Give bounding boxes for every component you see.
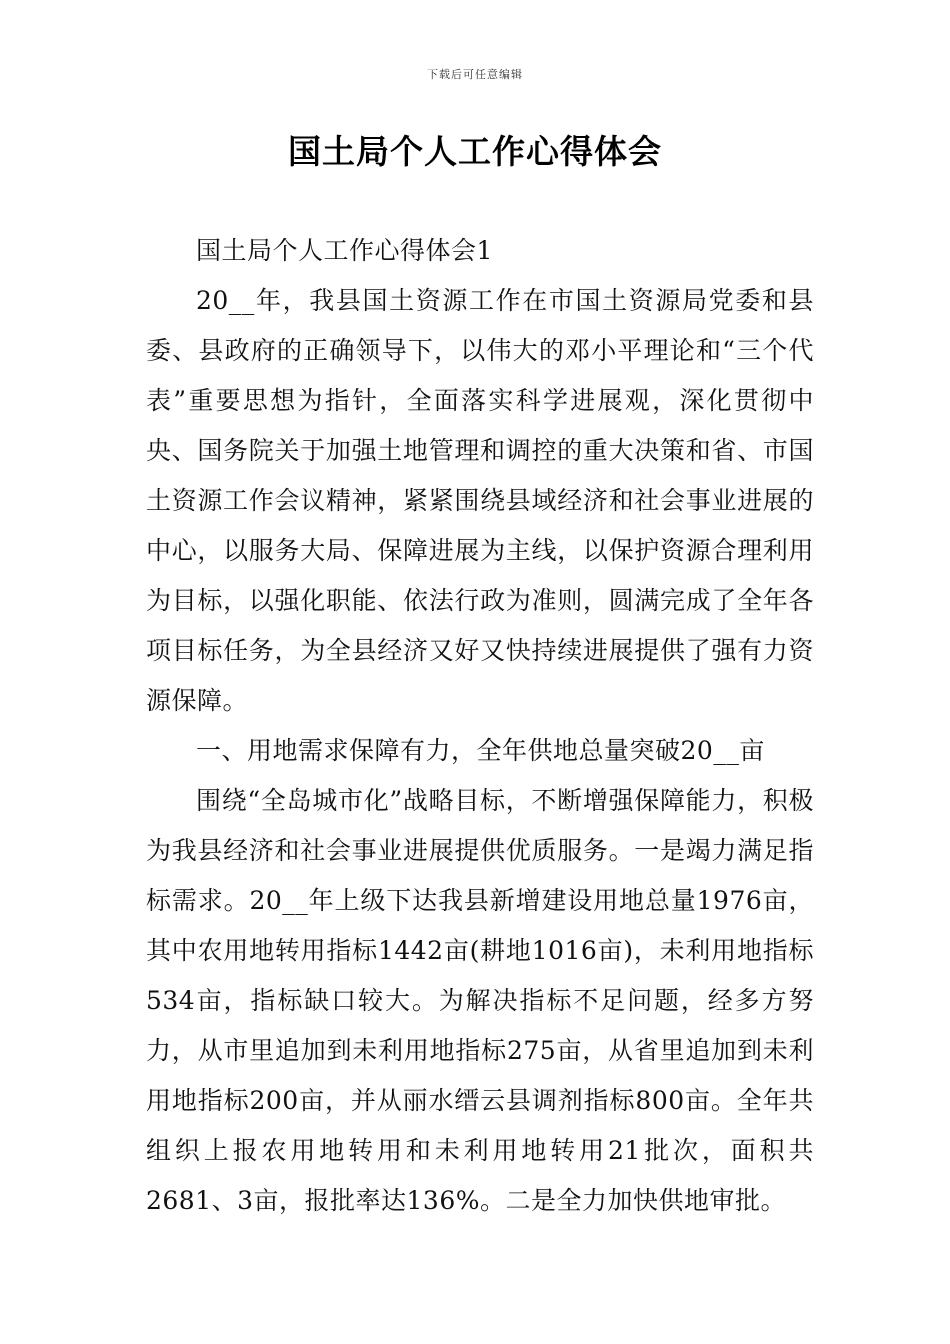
document-title: 国土局个人工作心得体会	[288, 132, 662, 171]
document-body	[146, 226, 814, 1226]
section-heading-land-supply: 一、用地需求保障有力，全年供地总量突破20__亩	[196, 736, 765, 765]
section-heading-1: 国土局个人工作心得体会1	[196, 236, 493, 265]
page-header-note: 下载后可任意编辑	[427, 68, 523, 81]
body-paragraph-intro: 20__年，我县国土资源工作在市国土资源局党委和县委、县政府的正确领导下，以伟大的邓小平理论和“三个代表”重要思想为指针，全面落实科学进展观，深化贯彻中央、国务院关于加强土地管理和调控的重大决策和省、市国土资源工作会议精神，紧紧围绕县域经济和社会事业进展的中心，以服务大局、保障进展为主线，以保护资源合理利用为目标，以强化职能、依法行政为准则，圆满完成了全年各项目标任务，为全县经济又好又快持续进展提供了强有力资源保障。	[146, 286, 814, 715]
body-paragraph-land-supply: 围绕“全岛城市化”战略目标，不断增强保障能力，积极为我县经济和社会事业进展提供优质服务。一是竭力满足指标需求。20__年上级下达我县新增建设用地总量1976亩，其中农用地转用指标1442亩(耕地1016亩)，未利用地指标534亩，指标缺口较大。为解决指标不足问题，经多方努力，从市里追加到未利用地指标275亩，从省里追加到未利用地指标200亩，并从丽水缙云县调剂指标800亩。全年共组织上报农用地转用和未利用地转用21批次，面积共2681、3亩，报批率达136%。二是全力加快供地审批。	[146, 786, 814, 1215]
